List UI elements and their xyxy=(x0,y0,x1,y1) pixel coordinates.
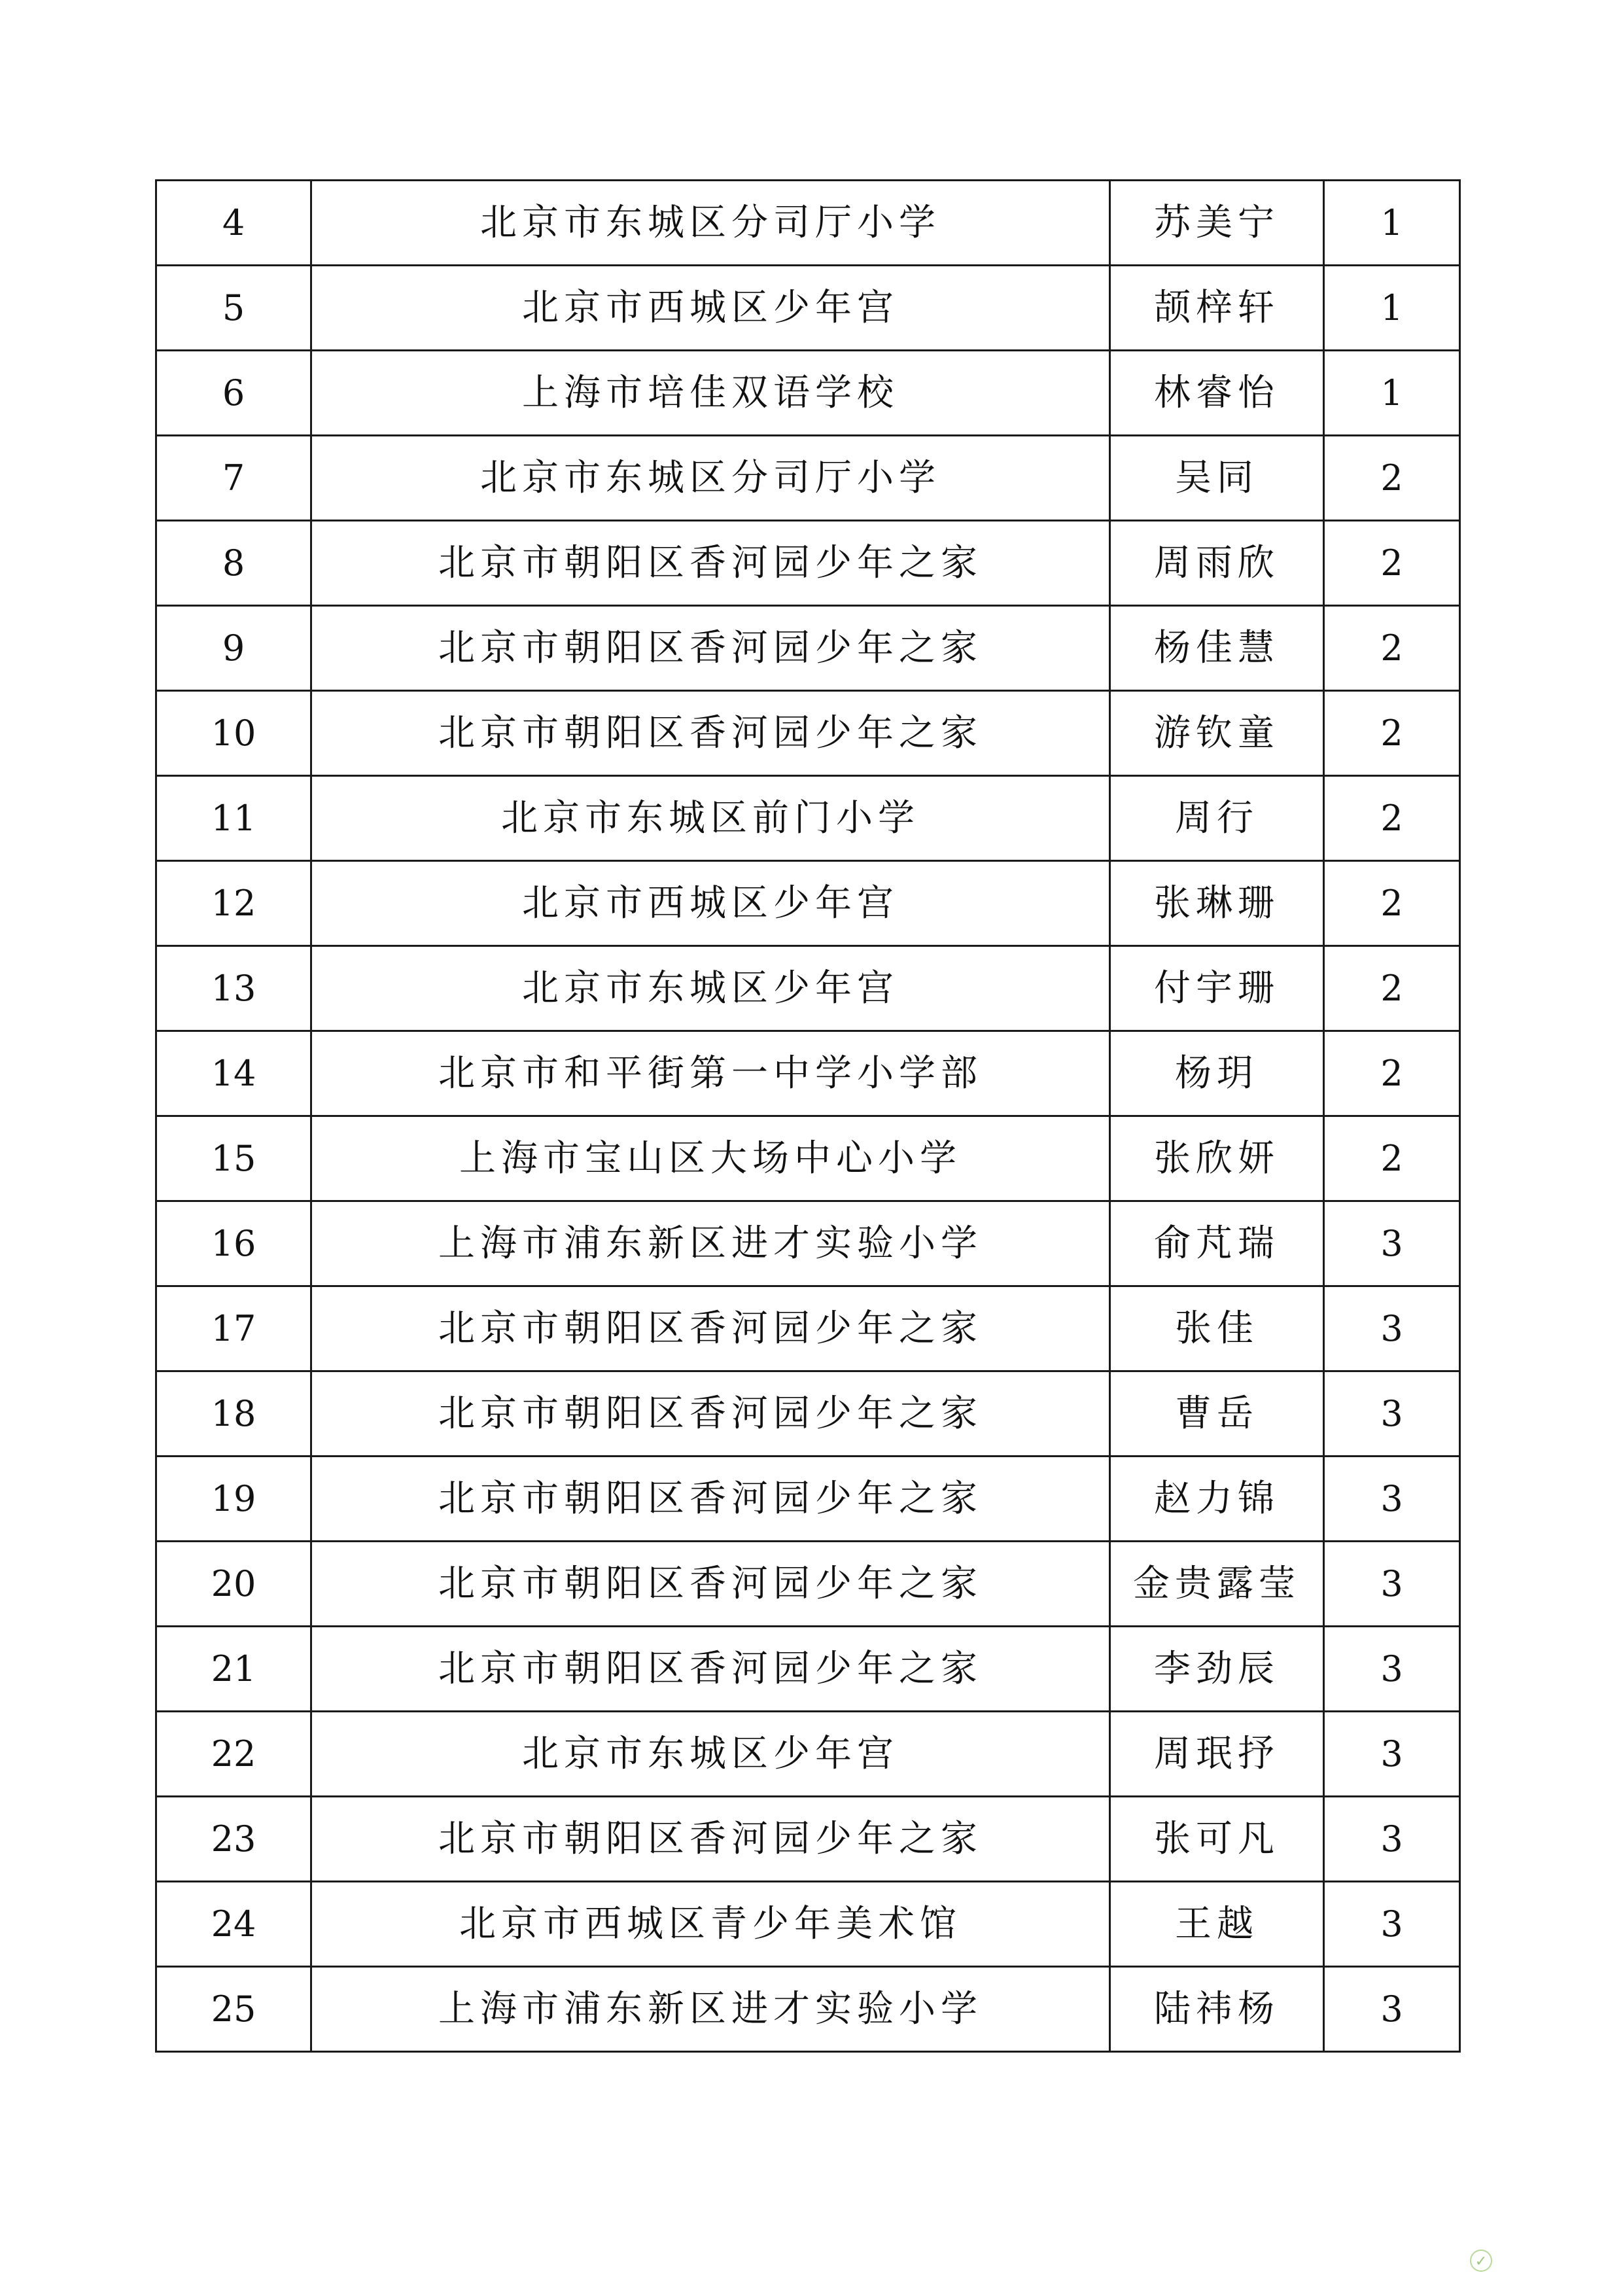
student-name: 周行 xyxy=(1110,776,1324,861)
school-name: 北京市和平街第一中学小学部 xyxy=(311,1031,1110,1116)
table-row xyxy=(156,1031,1460,1116)
table-row xyxy=(156,1457,1460,1542)
student-name: 张可凡 xyxy=(1110,1797,1324,1882)
award-level: 3 xyxy=(1324,1201,1460,1286)
student-name: 李劲辰 xyxy=(1110,1627,1324,1712)
student-name: 陆祎杨 xyxy=(1110,1967,1324,2052)
table-row xyxy=(156,266,1460,351)
student-name: 林睿怡 xyxy=(1110,351,1324,436)
table-row xyxy=(156,1286,1460,1371)
award-level: 2 xyxy=(1324,861,1460,946)
table-row xyxy=(156,1967,1460,2052)
row-number: 10 xyxy=(156,691,311,776)
row-number: 7 xyxy=(156,436,311,521)
award-table xyxy=(155,179,1461,2053)
award-level: 2 xyxy=(1324,946,1460,1031)
award-level: 1 xyxy=(1324,181,1460,266)
award-level: 1 xyxy=(1324,351,1460,436)
school-name: 北京市朝阳区香河园少年之家 xyxy=(311,606,1110,691)
row-number: 21 xyxy=(156,1627,311,1712)
school-name: 北京市朝阳区香河园少年之家 xyxy=(311,1286,1110,1371)
award-level: 3 xyxy=(1324,1967,1460,2052)
table-row xyxy=(156,1116,1460,1201)
student-name: 游钦童 xyxy=(1110,691,1324,776)
row-number: 4 xyxy=(156,181,311,266)
row-number: 18 xyxy=(156,1371,311,1457)
row-number: 13 xyxy=(156,946,311,1031)
school-name: 上海市浦东新区进才实验小学 xyxy=(311,1967,1110,2052)
row-number: 14 xyxy=(156,1031,311,1116)
student-name: 苏美宁 xyxy=(1110,181,1324,266)
award-level: 2 xyxy=(1324,1031,1460,1116)
row-number: 11 xyxy=(156,776,311,861)
award-level: 2 xyxy=(1324,521,1460,606)
school-name: 北京市朝阳区香河园少年之家 xyxy=(311,691,1110,776)
watermark-seal-icon: ✓ xyxy=(1470,2250,1492,2272)
award-table-body xyxy=(156,181,1460,2052)
school-name: 北京市东城区少年宫 xyxy=(311,1712,1110,1797)
school-name: 北京市东城区分司厅小学 xyxy=(311,436,1110,521)
row-number: 25 xyxy=(156,1967,311,2052)
table-row xyxy=(156,691,1460,776)
row-number: 6 xyxy=(156,351,311,436)
row-number: 23 xyxy=(156,1797,311,1882)
school-name: 北京市东城区少年宫 xyxy=(311,946,1110,1031)
row-number: 20 xyxy=(156,1542,311,1627)
award-level: 2 xyxy=(1324,776,1460,861)
table-row xyxy=(156,181,1460,266)
award-level: 2 xyxy=(1324,436,1460,521)
award-level: 3 xyxy=(1324,1797,1460,1882)
table-row xyxy=(156,1371,1460,1457)
school-name: 北京市西城区青少年美术馆 xyxy=(311,1882,1110,1967)
school-name: 北京市东城区分司厅小学 xyxy=(311,181,1110,266)
award-level: 3 xyxy=(1324,1712,1460,1797)
school-name: 北京市朝阳区香河园少年之家 xyxy=(311,1371,1110,1457)
award-level: 3 xyxy=(1324,1542,1460,1627)
school-name: 北京市朝阳区香河园少年之家 xyxy=(311,1797,1110,1882)
row-number: 5 xyxy=(156,266,311,351)
table-row xyxy=(156,521,1460,606)
student-name: 吴同 xyxy=(1110,436,1324,521)
row-number: 15 xyxy=(156,1116,311,1201)
school-name: 北京市西城区少年宫 xyxy=(311,266,1110,351)
table-row xyxy=(156,861,1460,946)
school-name: 北京市朝阳区香河园少年之家 xyxy=(311,521,1110,606)
table-row xyxy=(156,1627,1460,1712)
student-name: 杨玥 xyxy=(1110,1031,1324,1116)
row-number: 8 xyxy=(156,521,311,606)
row-number: 17 xyxy=(156,1286,311,1371)
award-level: 2 xyxy=(1324,691,1460,776)
award-level: 3 xyxy=(1324,1457,1460,1542)
award-level: 3 xyxy=(1324,1371,1460,1457)
table-row xyxy=(156,1882,1460,1967)
table-row xyxy=(156,351,1460,436)
student-name: 王越 xyxy=(1110,1882,1324,1967)
school-name: 北京市东城区前门小学 xyxy=(311,776,1110,861)
student-name: 张琳珊 xyxy=(1110,861,1324,946)
school-name: 北京市朝阳区香河园少年之家 xyxy=(311,1627,1110,1712)
student-name: 俞芃瑞 xyxy=(1110,1201,1324,1286)
student-name: 周珉抒 xyxy=(1110,1712,1324,1797)
student-name: 付宇珊 xyxy=(1110,946,1324,1031)
student-name: 周雨欣 xyxy=(1110,521,1324,606)
award-level: 2 xyxy=(1324,606,1460,691)
table-row xyxy=(156,1797,1460,1882)
student-name: 杨佳慧 xyxy=(1110,606,1324,691)
row-number: 12 xyxy=(156,861,311,946)
table-row xyxy=(156,436,1460,521)
award-level: 1 xyxy=(1324,266,1460,351)
student-name: 张欣妍 xyxy=(1110,1116,1324,1201)
table-row xyxy=(156,606,1460,691)
student-name: 张佳 xyxy=(1110,1286,1324,1371)
student-name: 颉梓轩 xyxy=(1110,266,1324,351)
school-name: 北京市朝阳区香河园少年之家 xyxy=(311,1457,1110,1542)
school-name: 北京市西城区少年宫 xyxy=(311,861,1110,946)
row-number: 24 xyxy=(156,1882,311,1967)
award-level: 3 xyxy=(1324,1882,1460,1967)
table-row xyxy=(156,776,1460,861)
school-name: 上海市浦东新区进才实验小学 xyxy=(311,1201,1110,1286)
student-name: 曹岳 xyxy=(1110,1371,1324,1457)
table-row xyxy=(156,1712,1460,1797)
row-number: 22 xyxy=(156,1712,311,1797)
school-name: 上海市培佳双语学校 xyxy=(311,351,1110,436)
school-name: 上海市宝山区大场中心小学 xyxy=(311,1116,1110,1201)
award-level: 2 xyxy=(1324,1116,1460,1201)
row-number: 19 xyxy=(156,1457,311,1542)
school-name: 北京市朝阳区香河园少年之家 xyxy=(311,1542,1110,1627)
award-level: 3 xyxy=(1324,1286,1460,1371)
table-row xyxy=(156,946,1460,1031)
table-row xyxy=(156,1201,1460,1286)
row-number: 9 xyxy=(156,606,311,691)
student-name: 赵力锦 xyxy=(1110,1457,1324,1542)
table-row xyxy=(156,1542,1460,1627)
award-level: 3 xyxy=(1324,1627,1460,1712)
student-name: 金贵露莹 xyxy=(1110,1542,1324,1627)
row-number: 16 xyxy=(156,1201,311,1286)
